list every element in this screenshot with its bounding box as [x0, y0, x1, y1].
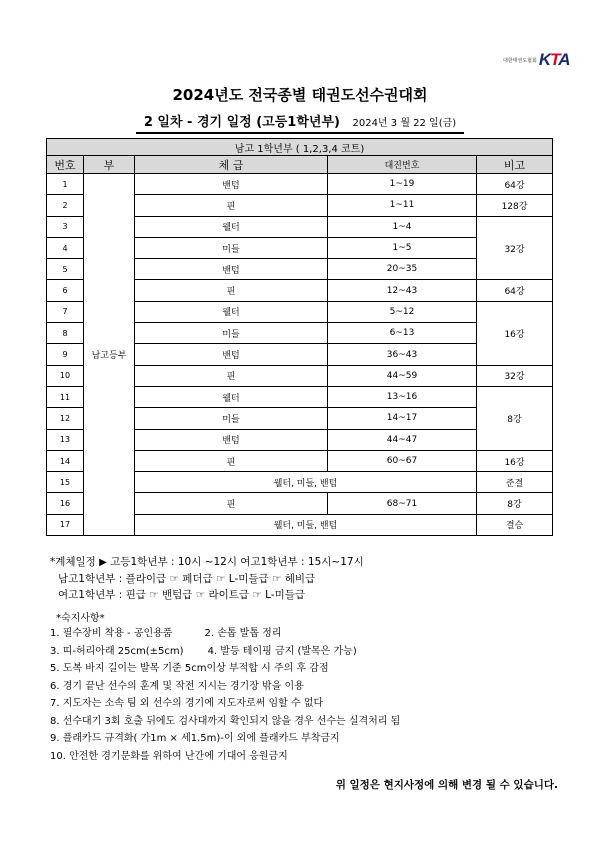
note-item: 8. 선수대기 3회 호출 뒤에도 검사대까지 확인되지 않을 경우 선수는 실격처리 됨	[50, 715, 401, 727]
table-caption: 남고 1학년부 ( 1,2,3,4 코트)	[47, 139, 553, 156]
weigh-in-line-1: *계체일정 ▶ 고등1학년부 : 10시 ~12시 여고1학년부 : 15시~17시	[50, 556, 364, 568]
subtitle-date: 2024년 3 월 22 일(금)	[352, 118, 457, 129]
table-row: 11 웰터 13~16 8강	[47, 386, 553, 407]
table-row: 3 웰터 1~4 32강	[47, 216, 553, 237]
table-row: 6 핀 12~43 64강	[47, 280, 553, 301]
division-cell: 남고등부	[84, 174, 135, 536]
table-caption-row	[47, 139, 553, 156]
table-row: 8 미들 6~13	[47, 323, 553, 344]
header-no: 번호	[47, 156, 84, 174]
note-item: 1. 필수장비 착용 - 공인용품 2. 손톱 발톱 정리	[50, 628, 282, 639]
table-row: 2 핀 1~11 128강	[47, 195, 553, 216]
note-item: 6. 경기 끝난 선수의 훈계 및 작전 지시는 경기장 밖을 이용	[50, 680, 304, 692]
table-row: 14 핀 60~67 16강	[47, 450, 553, 471]
kta-logo	[503, 50, 570, 70]
table-row: 13 밴텀 44~47	[47, 429, 553, 450]
note-item: 9. 플래카드 규격화( 가1m × 세1.5m)-이 외에 플래카드 부착금지	[50, 733, 340, 744]
note-item: 7. 지도자는 소속 팀 외 선수의 경기에 지도자로써 임할 수 없다	[50, 698, 324, 709]
subtitle-main: 2 일차 - 경기 일정 (고등1학년부)	[143, 115, 340, 130]
subtitle	[136, 111, 464, 134]
table-row: 17 웰터, 미들, 밴텀 결승	[47, 514, 553, 535]
table-row: 16 핀 68~71 8강	[47, 493, 553, 514]
notes-list	[50, 625, 400, 765]
table-row: 7 웰터 5~12 16강	[47, 301, 553, 322]
subtitle-wrap	[0, 111, 600, 134]
table-row: 5 밴텀 20~35	[47, 259, 553, 280]
table-row: 9 밴텀 36~43	[47, 344, 553, 365]
header-bu: 부	[84, 156, 135, 174]
note-item: 5. 도복 바지 길이는 발목 기준 5cm이상 부적합 시 주의 후 감점	[50, 663, 329, 674]
table-row: 12 미들 14~17	[47, 408, 553, 429]
table-row: 4 미들 1~5	[47, 237, 553, 258]
weigh-in-line-2: 남고1학년부 : 플라이급 ☞ 페더급 ☞ L-미들급 ☞ 헤비급	[58, 573, 316, 585]
footer-notice: 위 일정은 현지사정에 의해 변경 될 수 있습니다.	[335, 779, 558, 791]
table-row: 10 핀 44~59 32강	[47, 365, 553, 386]
table-row: 1 남고등부 밴텀 1~19 64강	[47, 174, 553, 195]
table-row: 15 웰터, 미들, 밴텀 준결	[47, 472, 553, 493]
page-title: 2024년도 전국종별 태권도선수권대회	[172, 86, 428, 104]
play-arrow-icon: ▶	[99, 557, 107, 568]
note-item: 10. 안전한 경기문화를 위하여 난간에 기대어 응원금지	[50, 750, 288, 762]
schedule-table	[46, 138, 553, 536]
logo-mark: KTA	[538, 50, 570, 69]
header-event: 체 급	[135, 156, 328, 174]
weigh-in-line-3: 여고1학년부 : 핀급 ☞ 밴텀급 ☞ 라이트급 ☞ L-미들급	[58, 589, 306, 601]
notice-title: *숙지사항*	[56, 613, 105, 624]
header-bigo: 비고	[477, 156, 553, 174]
note-item: 3. 띠-허리아래 25cm(±5cm) 4. 발등 테이핑 금지 (발목은 가능)	[50, 645, 357, 657]
header-range: 대진번호	[328, 156, 477, 174]
weigh-in-schedule	[50, 554, 364, 603]
table-header-row	[47, 156, 553, 174]
logo-small-text: 대한태권도협회	[503, 57, 537, 64]
